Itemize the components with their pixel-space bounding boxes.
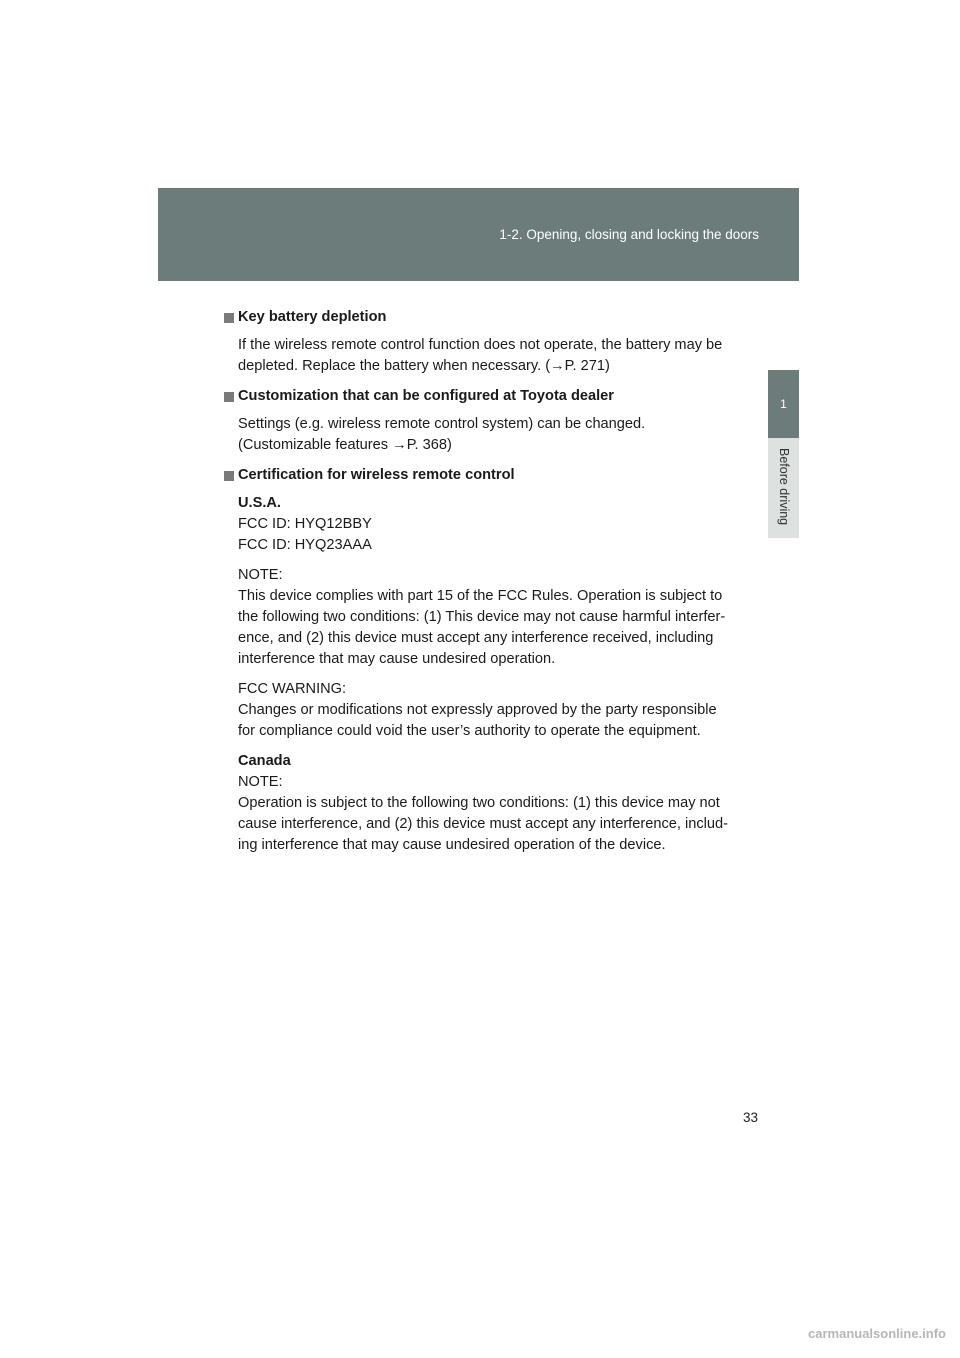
battery-paragraph bbox=[238, 335, 754, 377]
square-bullet-icon bbox=[224, 392, 234, 402]
warning-label: FCC WARNING: bbox=[238, 681, 347, 697]
watermark[interactable]: carmanualsonline.info bbox=[808, 1326, 946, 1341]
usa-block bbox=[238, 493, 754, 556]
text-line: If the wireless remote control function does not operate, the battery may be bbox=[238, 337, 723, 353]
text-line: Operation is subject to the following two conditions: (1) this device may not bbox=[238, 795, 720, 811]
fcc-id: FCC ID: HYQ23AAA bbox=[238, 537, 372, 553]
note-label: NOTE: bbox=[238, 774, 283, 790]
warning-block bbox=[238, 679, 754, 742]
heading-text: Key battery depletion bbox=[238, 309, 387, 325]
section-heading-customization bbox=[224, 386, 754, 407]
square-bullet-icon bbox=[224, 313, 234, 323]
customization-paragraph bbox=[238, 414, 754, 456]
note-label: NOTE: bbox=[238, 567, 283, 583]
section-title: 1-2. Opening, closing and locking the doors bbox=[499, 227, 759, 242]
side-tab-label: Before driving bbox=[777, 448, 791, 526]
section-heading-battery bbox=[224, 307, 754, 328]
page-content bbox=[224, 307, 754, 865]
heading-text: Customization that can be configured at Toyota dealer bbox=[238, 388, 614, 404]
text-line: for compliance could void the user’s authority to operate the equipment. bbox=[238, 723, 701, 739]
note-block bbox=[238, 565, 754, 670]
side-tab-number: 1 bbox=[768, 370, 799, 438]
text-line: Settings (e.g. wireless remote control system) can be changed. bbox=[238, 416, 646, 432]
section-heading-certification bbox=[224, 465, 754, 486]
fcc-id: FCC ID: HYQ12BBY bbox=[238, 516, 372, 532]
usa-label: U.S.A. bbox=[238, 495, 281, 511]
page-number: 33 bbox=[742, 1110, 758, 1125]
text-line: This device complies with part 15 of the FCC Rules. Operation is subject to bbox=[238, 588, 723, 604]
text-line: (Customizable features →P. 368) bbox=[238, 437, 452, 453]
text-line: depleted. Replace the battery when necessary. (→P. 271) bbox=[238, 358, 610, 374]
canada-label: Canada bbox=[238, 753, 291, 769]
text-line: interference that may cause undesired operation. bbox=[238, 651, 556, 667]
text-line: cause interference, and (2) this device must accept any interference, includ- bbox=[238, 816, 728, 832]
square-bullet-icon bbox=[224, 471, 234, 481]
heading-text: Certification for wireless remote control bbox=[238, 467, 515, 483]
canada-block bbox=[238, 751, 754, 856]
text-line: ing interference that may cause undesired operation of the device. bbox=[238, 837, 666, 853]
text-line: the following two conditions: (1) This device may not cause harmful interfer- bbox=[238, 609, 726, 625]
text-line: Changes or modifications not expressly approved by the party responsible bbox=[238, 702, 717, 718]
text-line: ence, and (2) this device must accept any interference received, including bbox=[238, 630, 714, 646]
